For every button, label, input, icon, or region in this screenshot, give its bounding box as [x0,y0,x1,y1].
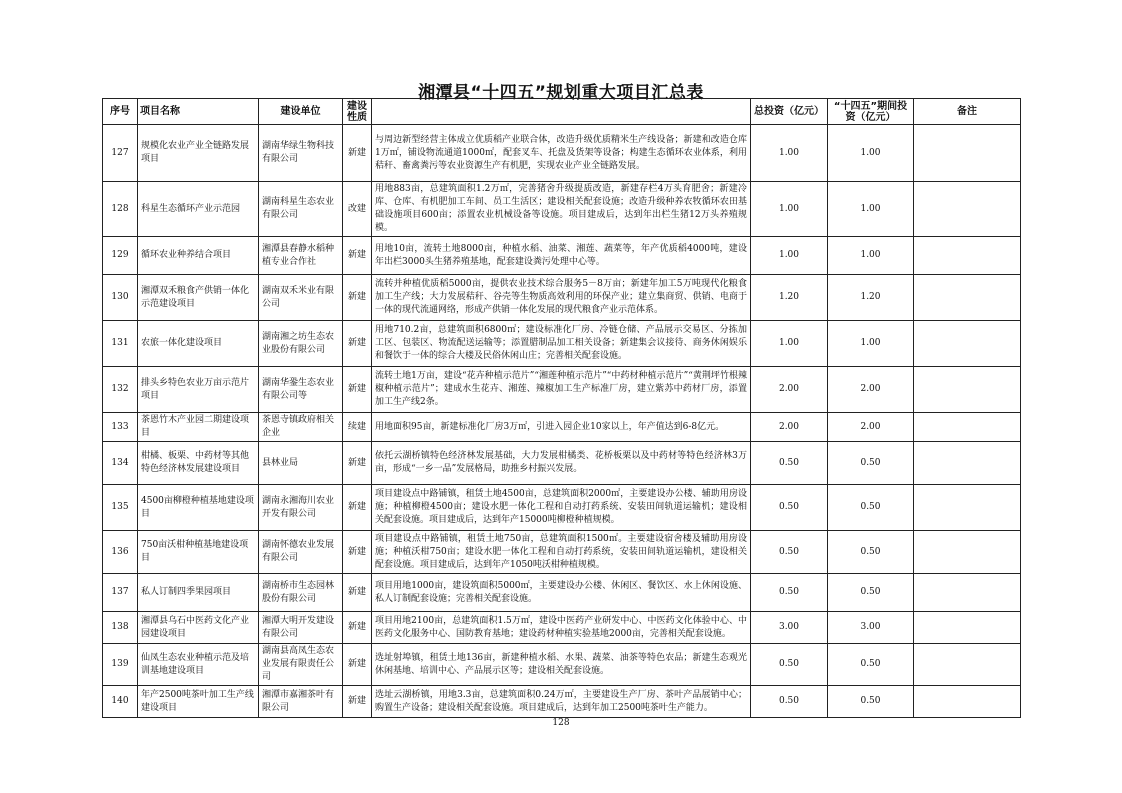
cell-project-name: 规模化农业产业全链路发展项目 [138,125,259,182]
header-name: 项目名称 [138,99,259,125]
cell-total-investment: 0.50 [751,531,828,574]
cell-no: 139 [103,644,138,686]
cell-no: 135 [103,485,138,531]
cell-no: 129 [103,237,138,275]
table-row [103,125,1021,182]
cell-nature: 改建 [343,182,372,237]
cell-content: 流转土地1万亩，建设“花卉种植示范片”“湘莲种植示范片”“中药材种植示范片”“黄荆坪竹根辣椒种植示范片”；建成水生花卉、湘莲、辣椒加工生产标准厂房，建立紫苏中药材厂房，添置加工生产线2条。 [372,367,751,413]
cell-total-investment: 3.00 [751,612,828,644]
cell-no: 127 [103,125,138,182]
cell-total-investment: 1.00 [751,321,828,367]
cell-no: 132 [103,367,138,413]
cell-remark [914,686,1021,718]
cell-remark [914,182,1021,237]
cell-no: 136 [103,531,138,574]
cell-project-name: 750亩沃柑种植基地建设项目 [138,531,259,574]
cell-total-investment: 0.50 [751,574,828,612]
cell-nature: 新建 [343,574,372,612]
cell-remark [914,485,1021,531]
cell-total-investment: 2.00 [751,367,828,413]
cell-content: 流转并种植优质稻5000亩，提供农业技术综合服务5－8万亩；新建年加工5万吨现代化粮食加工生产线；大力发展秸秆、谷壳等生物质高效利用的环保产业；建立集商贸、供销、电商于一体的现代流通网络，形成产供销一体化发展的现代粮食产业示范体系。 [372,275,751,321]
cell-nature: 新建 [343,531,372,574]
cell-period-investment: 1.00 [828,237,914,275]
project-table [102,98,1021,718]
cell-content: 用地710.2亩，总建筑面积6800㎡；建设标准化厂房、冷链仓储、产品展示交易区、分拣加工区、包装区、物流配送运输等；添置腊制品加工相关设备；新建集会议接待、商务休闲娱乐和餐饮于一体的综合大楼及民俗休闲山庄；完善相关配套设施。 [372,321,751,367]
cell-nature: 新建 [343,125,372,182]
cell-content: 用地10亩，流转土地8000亩，种植水稻、油菜、湘莲、蔬菜等，年产优质稻4000吨，建设年出栏3000头生猪养殖基地，配套建设粪污处理中心等。 [372,237,751,275]
table-row [103,531,1021,574]
cell-period-investment: 1.00 [828,182,914,237]
cell-nature: 新建 [343,237,372,275]
cell-total-investment: 0.50 [751,485,828,531]
cell-unit: 茶恩寺镇政府相关企业 [259,413,343,442]
cell-total-investment: 1.00 [751,125,828,182]
cell-project-name: 柑橘、板栗、中药材等其他特色经济林发展建设项目 [138,442,259,485]
cell-total-investment: 2.00 [751,413,828,442]
cell-remark [914,367,1021,413]
header-remark: 备注 [914,99,1021,125]
cell-nature: 新建 [343,644,372,686]
cell-project-name: 私人订制四季果园项目 [138,574,259,612]
cell-content: 项目建设点中路铺镇，租赁土地4500亩，总建筑面积2000㎡，主要建设办公楼、辅助用房设施；种植柳橙4500亩；建设水肥一体化工程和自动打药系统、安装田间轨道运输机；建设相关配套设施。项目建成后，达到年产15000吨柳橙种植规模。 [372,485,751,531]
page-title: 湘潭县“十四五”规划重大项目汇总表 [418,83,704,103]
cell-nature: 新建 [343,612,372,644]
cell-no: 131 [103,321,138,367]
cell-period-investment: 0.50 [828,442,914,485]
table-row [103,442,1021,485]
cell-no: 130 [103,275,138,321]
cell-remark [914,531,1021,574]
table-row [103,413,1021,442]
cell-nature: 新建 [343,485,372,531]
table-row [103,686,1021,718]
cell-content: 项目建设点中路铺镇，租赁土地750亩，总建筑面积1500㎡。主要建设宿舍楼及辅助用房设施；种植沃柑750亩；建设水肥一体化工程和自动打药系统，安装田间轨道运输机，建设相关配套设施。项目建成后，达到年产1050吨沃柑种植规模。 [372,531,751,574]
cell-content: 用地883亩，总建筑面积1.2万㎡，完善猪舍升级提质改造，新建存栏4万头育肥舍；新建冷库、仓库、有机肥加工车间、员工生活区；建设相关配套设施；改造升级种养农牧循环农田基础设施项目600亩；添置农业机械设备等设施。项目建成后，达到年出栏生猪12万头养殖规模。 [372,182,751,237]
header-no: 序号 [103,99,138,125]
header-total: 总投资（亿元） [751,99,828,125]
cell-total-investment: 1.20 [751,275,828,321]
page-number: 128 [552,718,570,728]
cell-remark [914,125,1021,182]
cell-unit: 湘潭市嘉湘茶叶有限公司 [259,686,343,718]
cell-period-investment: 2.00 [828,413,914,442]
cell-unit: 湖南湘之坊生态农业股份有限公司 [259,321,343,367]
cell-total-investment: 0.50 [751,686,828,718]
table-row [103,612,1021,644]
cell-project-name: 茶恩竹木产业园二期建设项目 [138,413,259,442]
cell-period-investment: 1.20 [828,275,914,321]
cell-content: 与周边新型经营主体成立优质稻产业联合体，改造升级优质精米生产线设备；新建和改造仓库1万㎡，铺设物流通道1000㎡，配套叉车、托盘及货架等设备；构建生态循环农业体系，利用秸秆、畜禽粪污等农业资源生产有机肥，实现农业产业全链路发展。 [372,125,751,182]
table-row [103,237,1021,275]
cell-remark [914,644,1021,686]
cell-unit: 湘潭大明开发建设有限公司 [259,612,343,644]
cell-nature: 新建 [343,367,372,413]
cell-unit: 湘潭县春静水稻种植专业合作社 [259,237,343,275]
cell-period-investment: 3.00 [828,612,914,644]
cell-unit: 湖南双禾米业有限公司 [259,275,343,321]
cell-project-name: 湘潭双禾粮食产供销一体化示范建设项目 [138,275,259,321]
cell-total-investment: 1.00 [751,237,828,275]
cell-content: 选址云湖桥镇，用地3.3亩，总建筑面积0.24万㎡，主要建设生产厂房、茶叶产品展销中心；购置生产设备；建设相关配套设施。项目建成后，达到年加工2500吨茶叶生产能力。 [372,686,751,718]
cell-content: 项目用地1000亩，建设筑面积5000㎡，主要建设办公楼、休闲区、餐饮区、水上休闲设施、私人订制配套设施；完善相关配套设施。 [372,574,751,612]
cell-nature: 续建 [343,413,372,442]
cell-remark [914,237,1021,275]
cell-unit: 湖南永湘海川农业开发有限公司 [259,485,343,531]
cell-content: 依托云湖桥镇特色经济林发展基础，大力发展柑橘类、花桥板栗以及中药材等特色经济林3万亩，形成“一乡一品”发展格局，助推乡村振兴发展。 [372,442,751,485]
cell-total-investment: 0.50 [751,644,828,686]
cell-period-investment: 1.00 [828,321,914,367]
header-unit: 建设单位 [259,99,343,125]
cell-unit: 县林业局 [259,442,343,485]
cell-project-name: 循环农业种养结合项目 [138,237,259,275]
table-row [103,182,1021,237]
header-nature: 建设性质 [343,99,372,125]
cell-remark [914,321,1021,367]
cell-project-name: 湘潭县乌石中医药文化产业园建设项目 [138,612,259,644]
cell-project-name: 仙凤生态农业种植示范及培训基地建设项目 [138,644,259,686]
cell-project-name: 排头乡特色农业万亩示范片项目 [138,367,259,413]
cell-content: 选址射埠镇，租赁土地136亩，新建种植水稻、水果、蔬菜、油茶等特色农品；新建生态观光休闲基地、培训中心、产品展示区等；建设相关配套设施。 [372,644,751,686]
cell-period-investment: 0.50 [828,686,914,718]
cell-project-name: 科星生态循环产业示范园 [138,182,259,237]
cell-period-investment: 2.00 [828,367,914,413]
table-row [103,367,1021,413]
table-row [103,485,1021,531]
cell-unit: 湖南桥市生态园林股份有限公司 [259,574,343,612]
header-content [372,99,751,125]
cell-remark [914,612,1021,644]
cell-remark [914,275,1021,321]
cell-nature: 新建 [343,275,372,321]
cell-unit: 湖南华绿生物科技有限公司 [259,125,343,182]
table-row [103,644,1021,686]
cell-unit: 湖南科星生态农业有限公司 [259,182,343,237]
cell-project-name: 4500亩柳橙种植基地建设项目 [138,485,259,531]
cell-project-name: 农旅一体化建设项目 [138,321,259,367]
cell-period-investment: 0.50 [828,531,914,574]
cell-nature: 新建 [343,442,372,485]
cell-remark [914,413,1021,442]
cell-project-name: 年产2500吨茶叶加工生产线建设项目 [138,686,259,718]
cell-period-investment: 0.50 [828,485,914,531]
cell-remark [914,574,1021,612]
cell-content: 用地面积95亩，新建标准化厂房3万㎡，引进入园企业10家以上，年产值达到6-8亿元。 [372,413,751,442]
table-row [103,275,1021,321]
cell-nature: 新建 [343,321,372,367]
cell-unit: 湖南怀德农业发展有限公司 [259,531,343,574]
cell-unit: 湖南县高凤生态农业发展有限责任公司 [259,644,343,686]
cell-no: 137 [103,574,138,612]
cell-no: 133 [103,413,138,442]
cell-no: 134 [103,442,138,485]
table-header-row [103,99,1021,125]
cell-no: 128 [103,182,138,237]
cell-nature: 新建 [343,686,372,718]
cell-total-investment: 1.00 [751,182,828,237]
table-row [103,574,1021,612]
cell-period-investment: 0.50 [828,574,914,612]
header-period: “十四五”期间投资（亿元） [828,99,914,125]
cell-remark [914,442,1021,485]
cell-no: 138 [103,612,138,644]
cell-no: 140 [103,686,138,718]
cell-content: 项目用地2100亩，总建筑面积1.5万㎡，建设中医药产业研发中心、中医药文化体验中心、中医药文化服务中心、国防教育基地；建设药材种植实验基地2000亩，完善相关配套设施。 [372,612,751,644]
cell-total-investment: 0.50 [751,442,828,485]
cell-period-investment: 1.00 [828,125,914,182]
cell-unit: 湖南华銎生态农业有限公司等 [259,367,343,413]
cell-period-investment: 0.50 [828,644,914,686]
table-row [103,321,1021,367]
